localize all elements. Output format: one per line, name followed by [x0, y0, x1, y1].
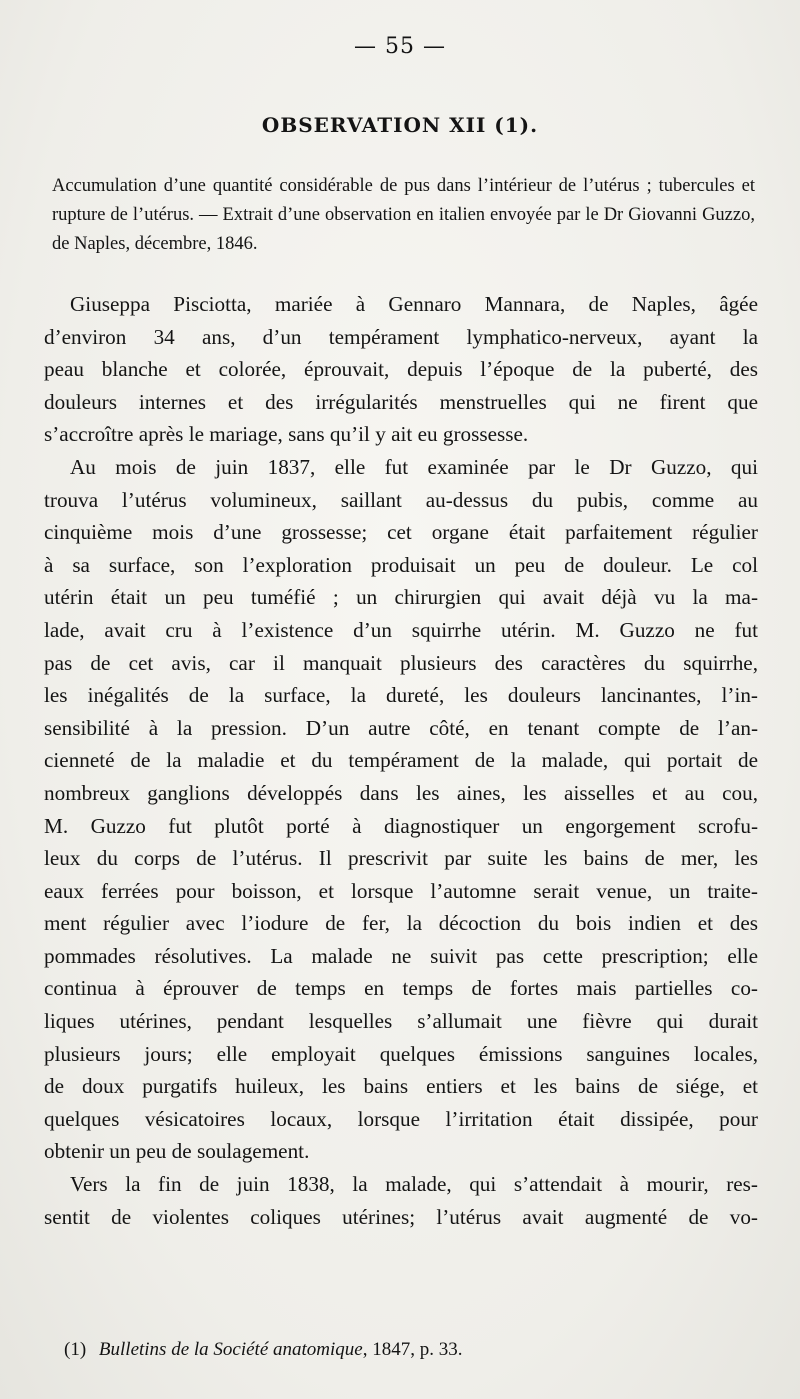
text-line: les inégalités de la surface, la dureté, les douleurs lancinantes, l’in- — [44, 683, 758, 708]
text-line: quelques vésicatoires locaux, lorsque l’irritation était dissipée, pour — [44, 1106, 758, 1131]
text-line: de doux purgatifs huileux, les bains entiers et les bains de siége, et — [44, 1074, 758, 1099]
text-line: plusieurs jours; elle employait quelques émissions sanguines locales, — [44, 1041, 758, 1066]
text-line: nombreux ganglions développés dans les aines, les aisselles et au cou, — [44, 780, 758, 805]
text-line: Au mois de juin 1837, elle fut examinée par le Dr Guzzo, qui — [70, 454, 758, 479]
text-line: sensibilité à la pression. D’un autre côté, en tenant compte de l’an- — [44, 715, 758, 740]
text-line: ment régulier avec l’iodure de fer, la décoction du bois indien et des — [44, 911, 758, 936]
text-line: continua à éprouver de temps en temps de fortes mais partielles co- — [44, 976, 758, 1001]
footnote-citation: , 1847, p. 33. — [362, 1339, 463, 1360]
text-line: Vers la fin de juin 1838, la malade, qui s’attendait à mourir, res- — [70, 1172, 758, 1197]
text-line: utérin était un peu tuméfié ; un chirurgien qui avait déjà vu la ma- — [44, 585, 758, 610]
text-line: obtenir un peu de soulagement. — [44, 1139, 310, 1164]
body-text — [44, 288, 758, 1233]
text-line: lade, avait cru à l’existence d’un squirrhe utérin. M. Guzzo ne fut — [44, 617, 758, 642]
text-line: douleurs internes et des irrégularités menstruelles qui ne firent que — [44, 389, 758, 414]
text-line: eaux ferrées pour boisson, et lorsque l’automne serait venue, un traite- — [44, 878, 758, 903]
page-number: — 55 — — [354, 34, 446, 59]
text-line: M. Guzzo fut plutôt porté à diagnostiquer un engorgement scrofu- — [44, 813, 758, 838]
text-line: pas de cet avis, car il manquait plusieurs des caractères du squirrhe, — [44, 650, 758, 675]
footnote-marker: (1) — [64, 1339, 87, 1360]
footnote-source-title: Bulletins de la Société anatomique — [98, 1339, 363, 1360]
text-line: liques utérines, pendant lesquelles s’allumait une fièvre qui durait — [44, 1009, 758, 1034]
text-line: sentit de violentes coliques utérines; l’utérus avait augmenté de vo- — [44, 1204, 758, 1229]
text-line: leux du corps de l’utérus. Il prescrivit par suite les bains de mer, les — [44, 846, 758, 871]
text-line: cinquième mois d’une grossesse; cet organe était parfaitement régulier — [44, 520, 758, 545]
text-line: d’environ 34 ans, d’un tempérament lymphatico-nerveux, ayant la — [44, 324, 758, 349]
footnote — [64, 1336, 764, 1364]
text-line: s’accroître après le mariage, sans qu’il y ait eu grossesse. — [44, 422, 529, 447]
text-line: Giuseppa Pisciotta, mariée à Gennaro Mannara, de Naples, âgée — [70, 292, 758, 316]
observation-summary: Accumulation d’une quantité considérable de pus dans l’intérieur de l’utérus ; tubercules et rupture de l’utérus. — Extrait d’une observation en italien envoyée par le Dr Giovanni Guzzo, de Naples, décembre, 1846. — [52, 176, 755, 254]
observation-title: OBSERVATION XII (1). — [261, 113, 539, 137]
text-line: cienneté de la maladie et du tempérament de la malade, qui portait de — [44, 748, 758, 773]
text-line: trouva l’utérus volumineux, saillant au-dessus du pubis, comme au — [44, 487, 758, 512]
text-line: pommades résolutives. La malade ne suivit pas cette prescription; elle — [44, 943, 758, 968]
text-line: à sa surface, son l’exploration produisait un peu de douleur. Le col — [44, 552, 758, 577]
text-line: peau blanche et colorée, éprouvait, depuis l’époque de la puberté, des — [44, 357, 758, 382]
footnote-rule — [44, 1290, 758, 1291]
